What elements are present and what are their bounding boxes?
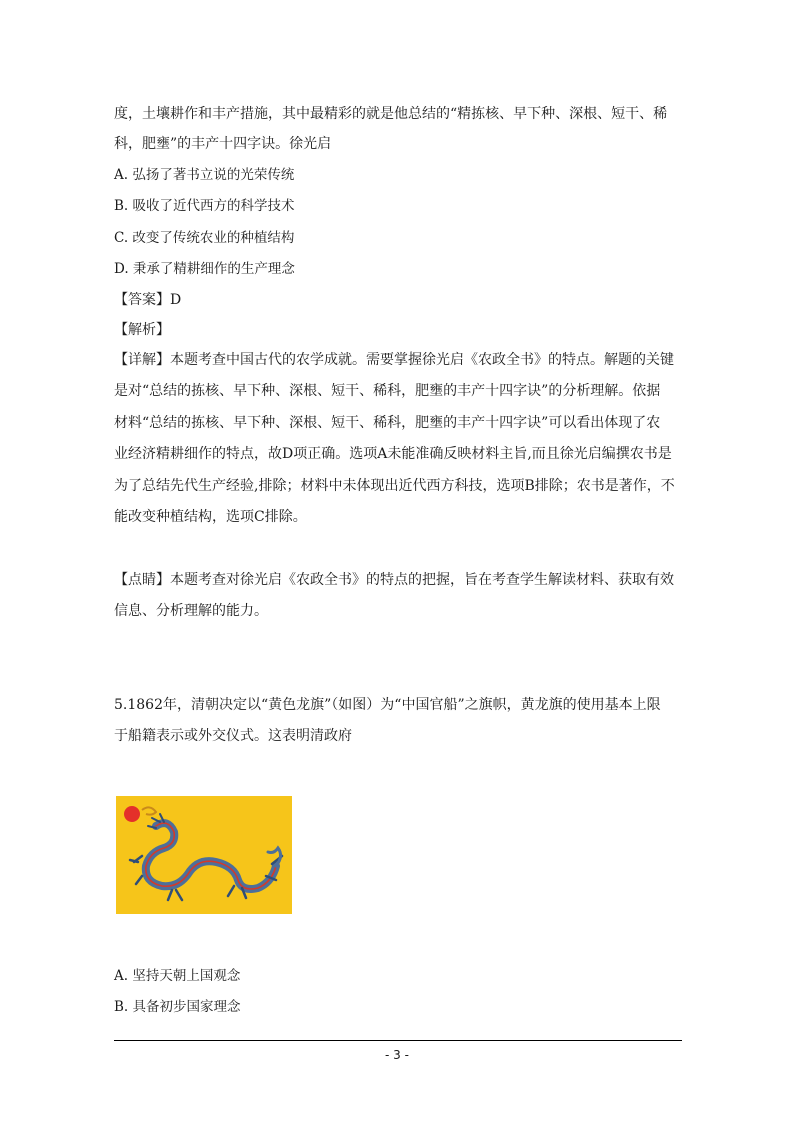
q5-option-a: A. 坚持天朝上国观念 [114,968,241,984]
q4-comment-line-1: 【点睛】本题考查对徐光启《农政全书》的特点的把握，旨在考查学生解读材料、获取有效 [114,572,674,588]
q4-comment-line-2: 信息、分析理解的能力。 [114,603,268,619]
q4-detail-line-1: 【详解】本题考查中国古代的农学成就。需要掌握徐光启《农政全书》的特点。解题的关键 [114,352,674,368]
page-number: - 3 - [385,1048,409,1062]
q5-option-b: B. 具备初步国家理念 [114,999,241,1015]
q4-detail-line-6: 能改变种植结构，选项C排除。 [114,509,307,525]
footer-divider [114,1040,682,1041]
q4-detail-line-2: 是对“总结的拣核、早下种、深根、短干、稀科，肥壅的丰产十四字诀”的分析理解。依据 [114,383,661,399]
q4-analysis-heading: 【解析】 [114,322,170,338]
q5-stem-line-1: 5.1862年，清朝决定以“黄色龙旗”（如图）为“中国官船”之旗帜，黄龙旗的使用基本上限 [114,697,661,713]
q4-option-b: B. 吸收了近代西方的科学技术 [114,198,295,214]
q4-answer: 【答案】D [114,292,182,308]
q5-stem-line-2: 于船籍表示或外交仪式。这表明清政府 [114,728,352,744]
q4-detail-line-4: 业经济精耕细作的特点，故D项正确。选项A未能准确反映材料主旨,而且徐光启编撰农书是 [114,446,672,462]
q4-detail-line-3: 材料“总结的拣核、早下种、深根、短干、稀科，肥壅的丰产十四字诀”可以看出体现了农 [114,415,661,431]
q4-option-c: C. 改变了传统农业的种植结构 [114,230,295,246]
yellow-dragon-flag-image [116,796,292,914]
q4-stem-line-1: 度，土壤耕作和丰产措施，其中最精彩的就是他总结的“精拣核、早下种、深根、短干、稀 [114,106,668,122]
q4-option-a: A. 弘扬了著书立说的光荣传统 [114,167,295,183]
q4-stem-line-2: 科，肥壅”的丰产十四字诀。徐光启 [114,136,332,152]
q4-option-d: D. 秉承了精耕细作的生产理念 [114,261,295,277]
flag-sun [124,806,140,822]
q4-detail-line-5: 为了总结先代生产经验,排除；材料中未体现出近代西方科技，选项B排除；农书是著作，不 [114,478,675,494]
